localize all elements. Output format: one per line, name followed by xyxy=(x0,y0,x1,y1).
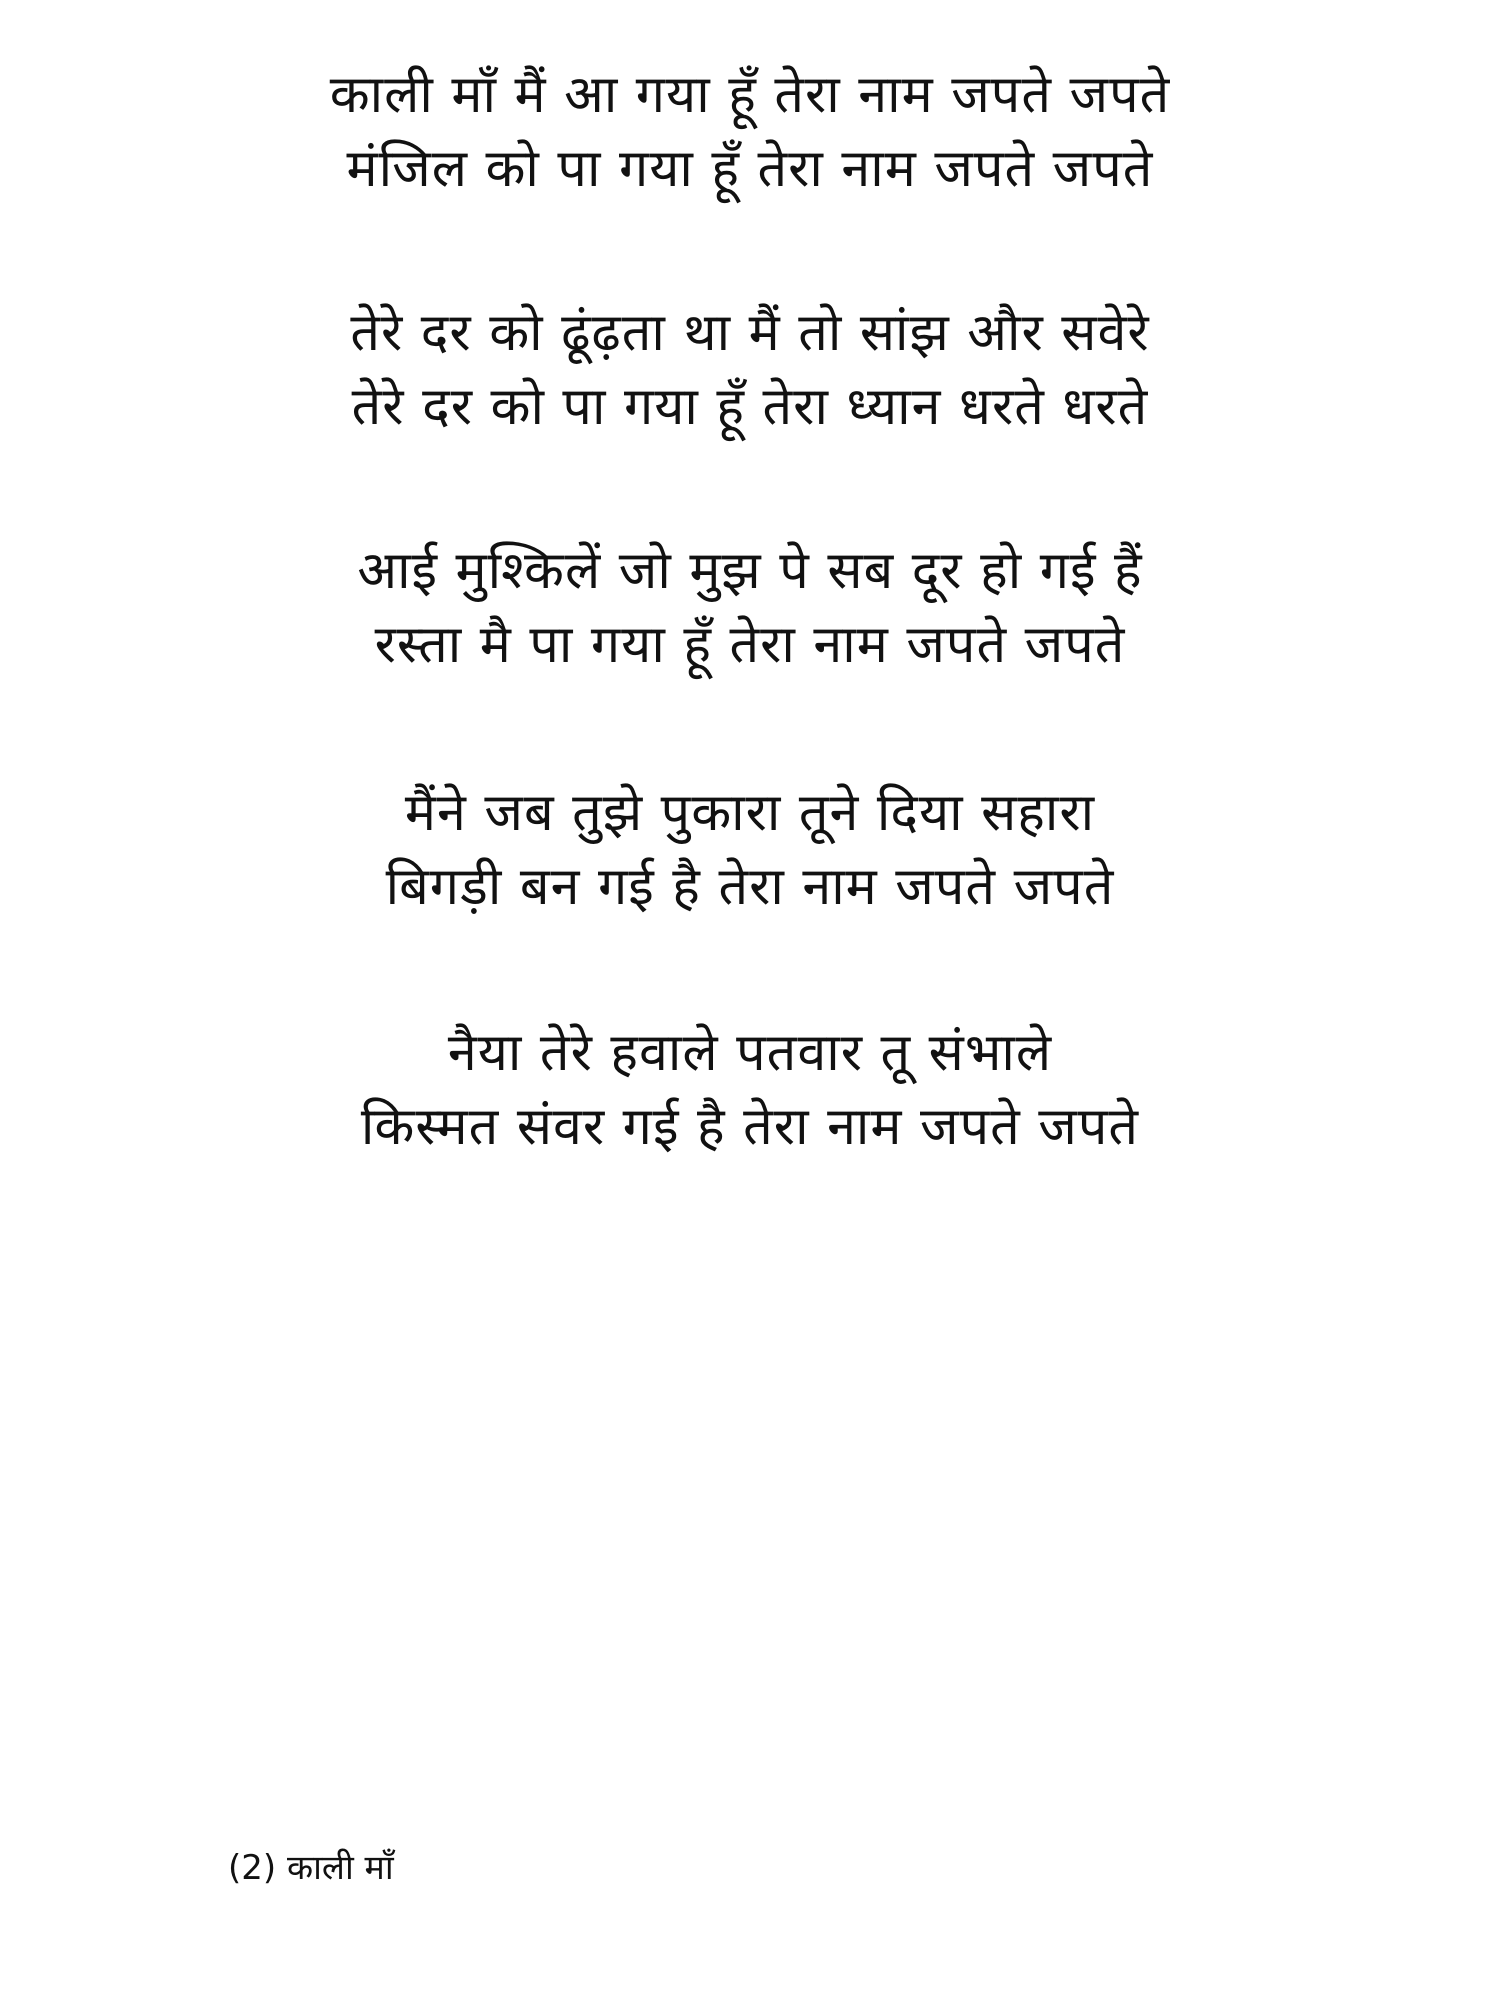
verse-4 xyxy=(250,776,1250,924)
verse-line: तेरे दर को ढूंढ़ता था मैं तो सांझ और सवेरे xyxy=(350,303,1150,363)
verse-1 xyxy=(250,58,1250,206)
verse-line: मंजिल को पा गया हूँ तेरा नाम जपते जपते xyxy=(346,139,1154,199)
verse-line: रस्ता मै पा गया हूँ तेरा नाम जपते जपते xyxy=(374,615,1126,675)
verse-line: काली माँ मैं आ गया हूँ तेरा नाम जपते जपते xyxy=(329,65,1171,125)
verse-line: किस्मत संवर गई है तेरा नाम जपते जपते xyxy=(360,1097,1140,1157)
page-footer-label: (2) काली माँ xyxy=(228,1848,394,1888)
verse-line: मैंने जब तुझे पुकारा तूने दिया सहारा xyxy=(404,783,1096,843)
verse-2 xyxy=(250,296,1250,444)
verse-5 xyxy=(250,1016,1250,1164)
verse-line: नैया तेरे हवाले पतवार तू संभाले xyxy=(447,1023,1053,1083)
verse-line: बिगड़ी बन गई है तेरा नाम जपते जपते xyxy=(385,857,1115,917)
verse-line: आई मुश्किलें जो मुझ पे सब दूर हो गई हैं xyxy=(357,541,1143,601)
verse-3 xyxy=(250,534,1250,682)
verse-line: तेरे दर को पा गया हूँ तेरा ध्यान धरते धरते xyxy=(351,377,1149,437)
